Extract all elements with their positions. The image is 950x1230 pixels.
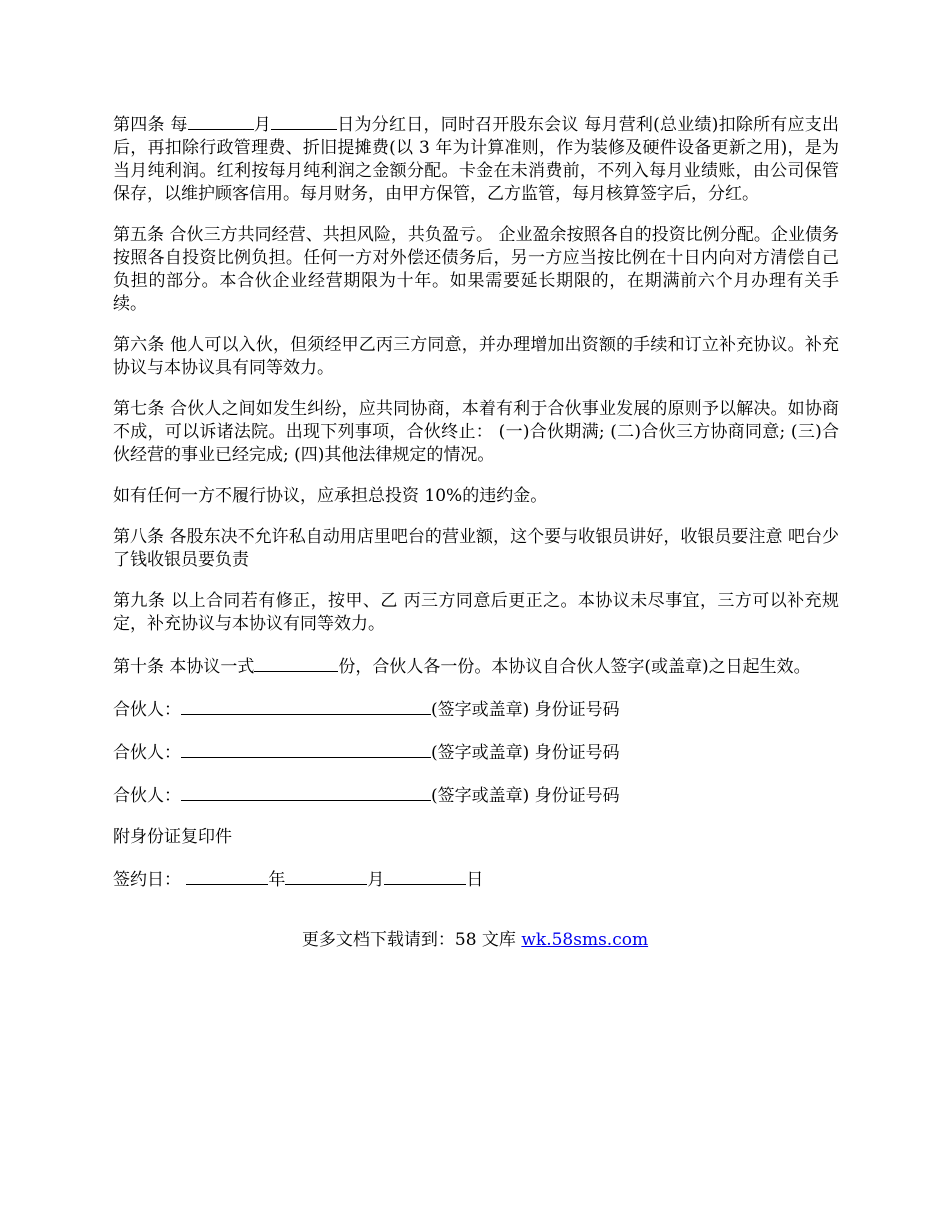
article-4-month: 月 <box>253 115 272 135</box>
partner-label: 合伙人： <box>113 743 181 763</box>
signature-blank <box>181 697 431 715</box>
article-10 <box>113 654 839 679</box>
day-label: 日 <box>466 870 484 890</box>
article-4-start: 第四条 每 <box>113 115 188 135</box>
year-label: 年 <box>268 870 286 890</box>
partner-signature-row <box>113 697 839 722</box>
article-4-rest: 日为分红日，同时召开股东会议 每月营利(总业绩)扣除所有应支出后，再扣除行政管理费、折旧提摊费(以 3 年为计算准则，作为装修及硬件设备更新之用)，是为当月纯利润。红利按每月纯利润之金额分配。卡金在未消费前，不列入每月业绩账，由公司保管保存，以维护顾客信用。每月财务，由甲方保管，乙方监管，每月核算签字后，分红。 <box>113 115 840 204</box>
blank-day <box>384 867 466 885</box>
attachment-note: 附身份证复印件 <box>113 827 232 847</box>
article-9: 第九条 以上合同若有修正，按甲、乙 丙三方同意后更正之。本协议未尽事宜，三方可以补充规定，补充协议与本协议有同等效力。 <box>113 591 839 634</box>
signature-suffix: (签字或盖章) 身份证号码 <box>431 786 620 806</box>
penalty-clause: 如有任何一方不履行协议，应承担总投资 10%的违约金。 <box>113 486 548 506</box>
article-5: 第五条 合伙三方共同经营、共担风险，共负盈亏。 企业盈余按照各自的投资比例分配。企业债务按照各自投资比例负担。任何一方对外偿还债务后，另一方应当按比例在十日内向对方清偿自己负担的部分。本合伙企业经营期限为十年。如果需要延长期限的，在期满前六个月办理有关手续。 <box>113 225 839 314</box>
article-8: 第八条 各股东决不允许私自动用店里吧台的营业额，这个要与收银员讲好，收银员要注意 吧台少了钱收银员要负责 <box>113 527 839 570</box>
article-10-rest: 份，合伙人各一份。本协议自合伙人签字(或盖章)之日起生效。 <box>338 657 811 677</box>
footer <box>0 929 950 952</box>
signature-suffix: (签字或盖章) 身份证号码 <box>431 743 620 763</box>
partner-signature-row <box>113 783 839 808</box>
blank-month <box>188 112 254 130</box>
footer-text: 更多文档下载请到：58 文库 <box>301 930 522 950</box>
sign-date-label: 签约日： <box>113 870 181 890</box>
article-10-start: 第十条 本协议一式 <box>113 657 255 677</box>
footer-link[interactable]: wk.58sms.com <box>521 930 649 950</box>
partner-label: 合伙人： <box>113 700 181 720</box>
month-label: 月 <box>367 870 385 890</box>
contract-body <box>113 112 839 910</box>
blank-day <box>271 112 337 130</box>
article-4 <box>113 112 839 206</box>
partner-signature-row <box>113 740 839 765</box>
signature-suffix: (签字或盖章) 身份证号码 <box>431 700 620 720</box>
article-6: 第六条 他人可以入伙，但须经甲乙丙三方同意，并办理增加出资额的手续和订立补充协议。补充协议与本协议具有同等效力。 <box>113 335 839 378</box>
partner-label: 合伙人： <box>113 786 181 806</box>
signature-blank <box>181 740 431 758</box>
blank-year <box>186 867 268 885</box>
article-7: 第七条 合伙人之间如发生纠纷，应共同协商，本着有利于合伙事业发展的原则予以解决。如协商不成，可以诉诸法院。出现下列事项，合伙终止： (一)合伙期满; (二)合伙三方协商同意; (三)合伙经营的事业已经完成; (四)其他法律规定的情况。 <box>113 399 839 465</box>
blank-copies <box>254 654 338 672</box>
signature-blank <box>181 783 431 801</box>
sign-date-row <box>113 867 839 892</box>
blank-month <box>285 867 367 885</box>
